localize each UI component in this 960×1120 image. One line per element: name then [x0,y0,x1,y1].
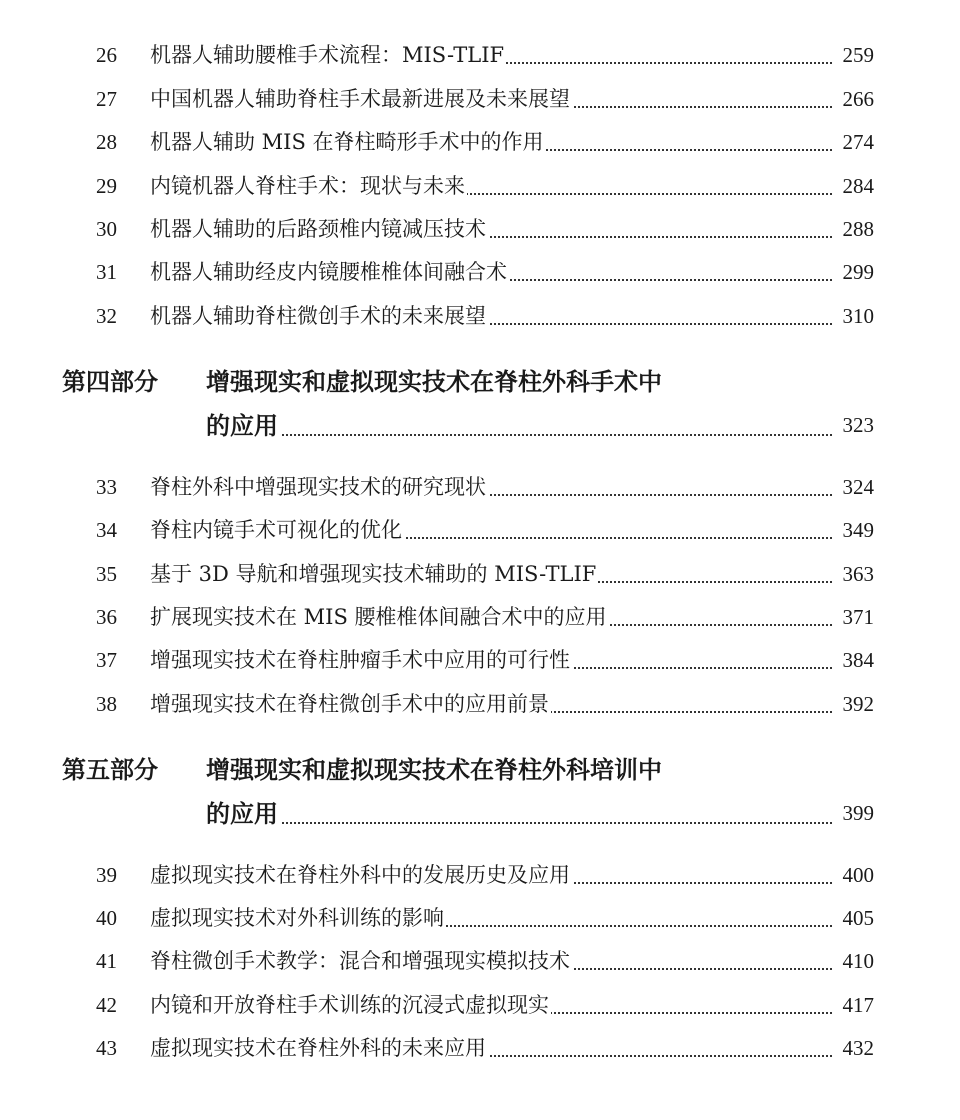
chapter-number: 37 [96,648,117,672]
toc-entry[interactable] [0,860,960,890]
chapter-title: 机器人辅助腰椎手术流程：MIS-TLIF [150,40,506,70]
page-number: 349 [842,518,874,542]
chapter-title: 虚拟现实技术对外科训练的影响 [150,903,446,933]
chapter-number: 38 [96,692,117,716]
toc-entry[interactable] [0,171,960,201]
dot-leader [206,822,832,824]
toc-entry[interactable] [0,515,960,545]
chapter-number: 36 [96,605,117,629]
chapter-title: 脊柱外科中增强现实技术的研究现状 [150,472,488,502]
chapter-number: 41 [96,949,117,973]
chapter-title: 内镜机器人脊柱手术：现状与未来 [150,171,467,201]
toc-entry[interactable] [0,472,960,502]
chapter-title: 机器人辅助脊柱微创手术的未来展望 [150,301,488,331]
page-number: 371 [842,605,874,629]
chapter-number: 31 [96,260,117,284]
chapter-number: 30 [96,217,117,241]
toc-entry[interactable] [0,990,960,1020]
chapter-title: 扩展现实技术在 MIS 腰椎椎体间融合术中的应用 [150,602,609,632]
chapter-title: 脊柱微创手术教学：混合和增强现实模拟技术 [150,946,572,976]
part-title-line1: 增强现实和虚拟现实技术在脊柱外科手术中 [206,367,662,396]
toc-entry[interactable] [0,214,960,244]
chapter-number: 28 [96,130,117,154]
toc-entry[interactable] [0,689,960,719]
page-number: 384 [842,648,874,672]
chapter-number: 32 [96,304,117,328]
chapter-number: 27 [96,87,117,111]
chapter-number: 42 [96,993,117,1017]
chapter-number: 35 [96,562,117,586]
page-number: 323 [842,413,874,437]
chapter-title: 机器人辅助的后路颈椎内镜减压技术 [150,214,488,244]
chapter-number: 43 [96,1036,117,1060]
toc-entry[interactable] [0,1033,960,1063]
toc-entry[interactable] [0,559,960,589]
chapter-title: 基于 3D 导航和增强现实技术辅助的 MIS-TLIF [150,559,598,589]
part-heading[interactable] [0,364,960,454]
toc-entry[interactable] [0,946,960,976]
chapter-number: 33 [96,475,117,499]
page-number: 299 [842,260,874,284]
page-number: 310 [842,304,874,328]
toc-entry[interactable] [0,40,960,70]
part-label: 第五部分 [62,755,158,784]
chapter-title: 脊柱内镜手术可视化的优化 [150,515,404,545]
chapter-title: 虚拟现实技术在脊柱外科的未来应用 [150,1033,488,1063]
page-number: 392 [842,692,874,716]
toc-entry[interactable] [0,645,960,675]
chapter-number: 40 [96,906,117,930]
toc-entry[interactable] [0,301,960,331]
chapter-title: 内镜和开放脊柱手术训练的沉浸式虚拟现实 [150,990,551,1020]
dot-leader [206,434,832,436]
page-number: 266 [842,87,874,111]
page-number: 400 [842,863,874,887]
part-heading[interactable] [0,752,960,842]
part-label: 第四部分 [62,367,158,396]
chapter-title: 机器人辅助 MIS 在脊柱畸形手术中的作用 [150,127,546,157]
toc-entry[interactable] [0,84,960,114]
page-number: 432 [842,1036,874,1060]
chapter-title: 增强现实技术在脊柱微创手术中的应用前景 [150,689,551,719]
toc-entry[interactable] [0,602,960,632]
chapter-number: 39 [96,863,117,887]
page-number: 259 [842,43,874,67]
page-number: 363 [842,562,874,586]
chapter-number: 26 [96,43,117,67]
part-title-line1: 增强现实和虚拟现实技术在脊柱外科培训中 [206,755,662,784]
chapter-title: 增强现实技术在脊柱肿瘤手术中应用的可行性 [150,645,572,675]
page-number: 417 [842,993,874,1017]
chapter-title: 虚拟现实技术在脊柱外科中的发展历史及应用 [150,860,572,890]
page-number: 399 [842,801,874,825]
chapter-title: 中国机器人辅助脊柱手术最新进展及未来展望 [150,84,572,114]
page-number: 288 [842,217,874,241]
chapter-number: 29 [96,174,117,198]
chapter-number: 34 [96,518,117,542]
page-number: 274 [842,130,874,154]
toc-entry[interactable] [0,127,960,157]
chapter-title: 机器人辅助经皮内镜腰椎椎体间融合术 [150,257,509,287]
page-number: 284 [842,174,874,198]
page-number: 405 [842,906,874,930]
part-title-line2: 的应用 [206,796,280,832]
page-number: 410 [842,949,874,973]
toc-entry[interactable] [0,903,960,933]
page-number: 324 [842,475,874,499]
toc-entry[interactable] [0,257,960,287]
part-title-line2: 的应用 [206,408,280,444]
